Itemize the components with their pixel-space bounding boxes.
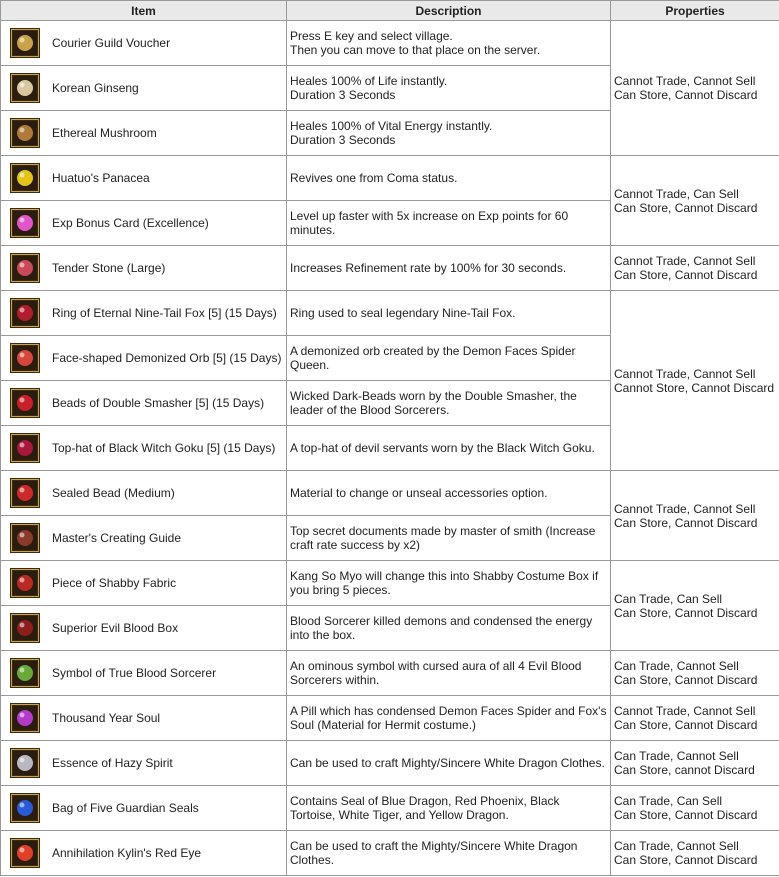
soul-orb-icon xyxy=(10,703,40,733)
item-description: A Pill which has condensed Demon Faces Spider and Fox's Soul (Material for Hermit costume.) xyxy=(287,696,611,741)
item-cell xyxy=(1,111,287,156)
item-cell xyxy=(1,66,287,111)
table-row xyxy=(1,786,779,831)
item-name: Thousand Year Soul xyxy=(52,711,161,725)
item-properties: Can Trade, Can Sell Can Store, Cannot Discard xyxy=(611,561,779,651)
item-name: Piece of Shabby Fabric xyxy=(52,576,177,590)
item-cell xyxy=(1,471,287,516)
item-description: Top secret documents made by master of smith (Increase craft rate success by x2) xyxy=(287,516,611,561)
item-name: Top-hat of Black Witch Goku [5] (15 Days) xyxy=(52,441,276,455)
item-properties: Cannot Trade, Cannot Sell Cannot Store, Cannot Discard xyxy=(611,291,779,471)
item-name: Symbol of True Blood Sorcerer xyxy=(52,666,217,680)
item-description: Press E key and select village. Then you can move to that place on the server. xyxy=(287,21,611,66)
hazy-spirit-icon xyxy=(10,748,40,778)
item-name: Essence of Hazy Spirit xyxy=(52,756,173,770)
item-description: Blood Sorcerer killed demons and condensed the energy into the box. xyxy=(287,606,611,651)
item-properties: Cannot Trade, Cannot Sell Can Store, Cannot Discard xyxy=(611,696,779,741)
item-description: Level up faster with 5x increase on Exp points for 60 minutes. xyxy=(287,201,611,246)
item-properties: Can Trade, Cannot Sell Can Store, Cannot Discard xyxy=(611,831,779,876)
red-bead-icon xyxy=(10,478,40,508)
item-description: Material to change or unseal accessories option. xyxy=(287,471,611,516)
item-description: Contains Seal of Blue Dragon, Red Phoenix, Black Tortoise, White Tiger, and Yellow Dragon. xyxy=(287,786,611,831)
scroll-book-icon xyxy=(10,523,40,553)
item-name: Huatuo's Panacea xyxy=(52,171,150,185)
table-row xyxy=(1,291,779,336)
table-row xyxy=(1,561,779,606)
item-cell xyxy=(1,606,287,651)
header-description: Description xyxy=(287,1,611,21)
item-name: Superior Evil Blood Box xyxy=(52,621,179,635)
mushroom-icon xyxy=(10,118,40,148)
item-properties: Cannot Trade, Cannot Sell Can Store, Cannot Discard xyxy=(611,246,779,291)
item-cell xyxy=(1,336,287,381)
item-description: Heales 100% of Vital Energy instantly. Duration 3 Seconds xyxy=(287,111,611,156)
item-cell xyxy=(1,246,287,291)
red-eye-icon xyxy=(10,838,40,868)
seal-bag-icon xyxy=(10,793,40,823)
item-cell xyxy=(1,831,287,876)
item-name: Annihilation Kylin's Red Eye xyxy=(52,846,202,860)
item-cell xyxy=(1,381,287,426)
item-description: Ring used to seal legendary Nine-Tail Fox. xyxy=(287,291,611,336)
item-description: A demonized orb created by the Demon Faces Spider Queen. xyxy=(287,336,611,381)
header-item: Item xyxy=(1,1,287,21)
item-cell xyxy=(1,291,287,336)
blood-box-icon xyxy=(10,613,40,643)
table-row xyxy=(1,696,779,741)
item-description: A top-hat of devil servants worn by the Black Witch Goku. xyxy=(287,426,611,471)
table-row xyxy=(1,21,779,66)
header-properties: Properties xyxy=(611,1,779,21)
table-row xyxy=(1,246,779,291)
red-beads-icon xyxy=(10,388,40,418)
red-ring-icon xyxy=(10,298,40,328)
item-properties: Cannot Trade, Cannot Sell Can Store, Cannot Discard xyxy=(611,21,779,156)
item-properties: Can Trade, Cannot Sell Can Store, cannot Discard xyxy=(611,741,779,786)
golden-pill-icon xyxy=(10,163,40,193)
fabric-piece-icon xyxy=(10,568,40,598)
table-row xyxy=(1,471,779,516)
item-name: Courier Guild Voucher xyxy=(52,36,171,50)
item-description: Can be used to craft Mighty/Sincere White Dragon Clothes. xyxy=(287,741,611,786)
item-cell xyxy=(1,651,287,696)
table-body xyxy=(1,21,779,876)
pink-orb-card-icon xyxy=(10,208,40,238)
item-description: Revives one from Coma status. xyxy=(287,156,611,201)
item-name: Ring of Eternal Nine-Tail Fox [5] (15 Days) xyxy=(52,306,277,320)
item-cell xyxy=(1,696,287,741)
item-description: An ominous symbol with cursed aura of all 4 Evil Blood Sorcerers within. xyxy=(287,651,611,696)
item-name: Bag of Five Guardian Seals xyxy=(52,801,199,815)
table-row xyxy=(1,741,779,786)
item-name: Face-shaped Demonized Orb [5] (15 Days) xyxy=(52,351,282,365)
item-name: Sealed Bead (Medium) xyxy=(52,486,175,500)
item-description: Increases Refinement rate by 100% for 30 seconds. xyxy=(287,246,611,291)
item-name: Master's Creating Guide xyxy=(52,531,182,545)
item-cell xyxy=(1,516,287,561)
item-properties: Can Trade, Cannot Sell Can Store, Cannot Discard xyxy=(611,651,779,696)
table-row xyxy=(1,156,779,201)
item-name: Ethereal Mushroom xyxy=(52,126,157,140)
item-cell xyxy=(1,156,287,201)
item-description: Can be used to craft the Mighty/Sincere White Dragon Clothes. xyxy=(287,831,611,876)
item-description: Kang So Myo will change this into Shabby Costume Box if you bring 5 pieces. xyxy=(287,561,611,606)
item-description: Wicked Dark-Beads worn by the Double Smasher, the leader of the Blood Sorcerers. xyxy=(287,381,611,426)
witch-hat-icon xyxy=(10,433,40,463)
item-cell xyxy=(1,561,287,606)
red-stone-icon xyxy=(10,253,40,283)
item-name: Beads of Double Smasher [5] (15 Days) xyxy=(52,396,265,410)
demon-orb-icon xyxy=(10,343,40,373)
item-cell xyxy=(1,201,287,246)
item-properties: Cannot Trade, Can Sell Can Store, Cannot Discard xyxy=(611,156,779,246)
item-name: Exp Bonus Card (Excellence) xyxy=(52,216,209,230)
item-cell xyxy=(1,426,287,471)
compass-rose-icon xyxy=(10,28,40,58)
item-cell xyxy=(1,21,287,66)
ginseng-root-icon xyxy=(10,73,40,103)
item-description: Heales 100% of Life instantly. Duration 3 Seconds xyxy=(287,66,611,111)
header-row xyxy=(1,1,779,21)
item-cell xyxy=(1,741,287,786)
item-properties: Can Trade, Can Sell Can Store, Cannot Discard xyxy=(611,786,779,831)
green-symbol-icon xyxy=(10,658,40,688)
item-name: Tender Stone (Large) xyxy=(52,261,166,275)
item-name: Korean Ginseng xyxy=(52,81,139,95)
item-properties: Cannot Trade, Cannot Sell Can Store, Cannot Discard xyxy=(611,471,779,561)
item-cell xyxy=(1,786,287,831)
table-row xyxy=(1,831,779,876)
table-row xyxy=(1,651,779,696)
